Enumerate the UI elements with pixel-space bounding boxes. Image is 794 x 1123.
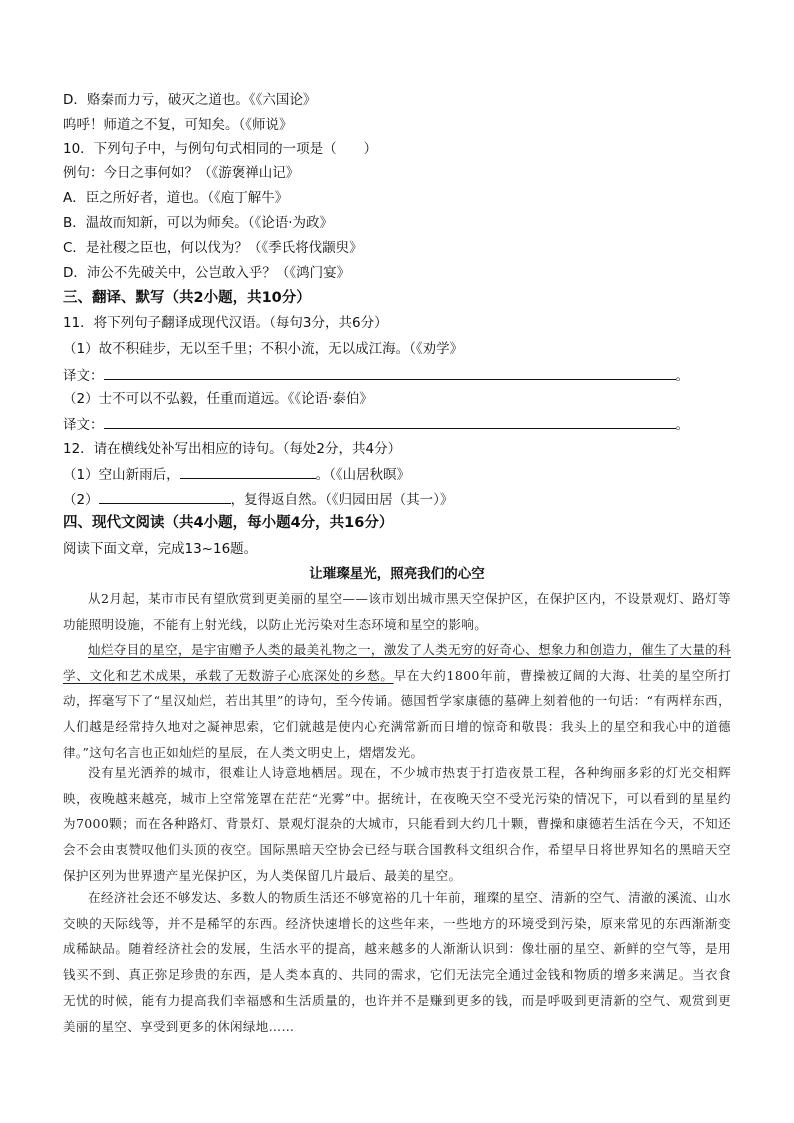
translation-label: 译文：: [63, 368, 104, 384]
poem-blank-2[interactable]: [99, 490, 231, 504]
paragraph-4-text: 在经济社会还不够发达、多数人的物质生活还不够宽裕的几十年前，璀璨的星空、清新的空气、清澈的溪流、山水交映的天际线等，并不是稀罕的东西。经济快速增长的这些年来，一些地方的环境受到污染，原来常见的东西渐渐变成稀缺品。随着经济社会的发展，生活水平的提高，越来越多的人渐渐认识到：像壮丽的星空、新鲜的空气等，是用钱买不到、真正弥足珍贵的东西，是人类本真的、共同的需求，它们无法完全通过金钱和物质的增多来满足。当衣食无忧的时候，能有力提高我们幸福感和生活质量的，也许并不是赚到更多的钱，而是呼吸到更清新的空气、观赏到更美丽的星空、享受到更多的休闲绿地……: [63, 890, 731, 1034]
period: 。: [675, 368, 689, 384]
article-title: 让璀璨星光，照亮我们的心空: [309, 566, 485, 582]
article-paragraph-4: [63, 885, 731, 1039]
q11-item-1: （1）故不积硅步，无以至千里；不积小流，无以成江海。（《劝学》: [63, 341, 464, 357]
paragraph-3-text: 没有星光洒养的城市，很难让人诗意地栖居。现在，不少城市热衷于打造夜景工程，各种绚丽多彩的灯光交相辉映，夜晚越来越亮，城市上空常笼罩在茫茫“光雾”中。据统计，在夜晚天空不受光污染的情况下，可以看到的星星约为7000颗；而在各种路灯、背景灯、景观灯混杂的大城市，只能看到大约几十颗，曹操和康德若生活在今天，不知还会不会由衷赞叹他们头顶的夜空。国际黑暗天空协会已经与联合国教科文组织合作，希望早日将世界知名的黑暗天空保护区列为世界遗产星光保护区，为人类保留几片最后、最美的星空。: [63, 765, 731, 883]
q12-1-prefix: （1）空山新雨后，: [63, 467, 180, 483]
q12-stem: 12．请在横线处补写出相应的诗句。（每处2分，共4分）: [63, 441, 402, 457]
paragraph-2-text: 早在大约1800年前，曹操被辽阔的大海、壮美的星空所打动，挥毫写下了“星汉灿烂，若出其里”的诗句，至今传诵。德国哲学家康德的墓碑上刻着他的一句话：“有两样东西，人们越是经常持久地对之凝神思索，它们就越是使内心充满常新而日增的惊奇和敬畏：我头上的星空和我心中的道德律。”这句名言也正如灿烂的星辰，在人类文明史上，熠熠发光。: [63, 667, 731, 760]
section3-heading: 三、翻译、默写（共2小题，共10分）: [63, 290, 311, 306]
q12-item-1: [63, 465, 410, 484]
q10-option-b: B．温故而知新，可以为师矣。（《论语·为政》: [63, 215, 334, 231]
section4-heading: 四、现代文阅读（共4小题，每小题4分，共16分）: [63, 515, 394, 531]
q11-stem: 11．将下列句子翻译成现代汉语。（每句3分，共6分）: [63, 315, 388, 331]
article-paragraph-3: [63, 760, 731, 889]
poem-blank-1[interactable]: [180, 465, 316, 479]
article-paragraph-2: [63, 637, 731, 766]
paragraph-2-underlined-sentence: 灿烂夺目的星空，是宇宙赠予人类的最美礼物之一，激发了人类无穷的好奇心、想象力和创造力，催生了大量的科学、文化和艺术成果，承载了无数游子心底深处的乡愁。: [63, 642, 731, 683]
q10-option-a: A．臣之所好者，道也。（《庖丁解牛》: [63, 190, 289, 206]
reading-instruction: 阅读下面文章，完成13~16题。: [63, 541, 258, 557]
translation-label: 译文：: [63, 417, 104, 433]
q9-extra-line: 呜呼！师道之不复，可知矣。（《师说》: [63, 117, 293, 133]
q11-answer-2: [63, 415, 689, 434]
translation-blank-2[interactable]: [104, 415, 676, 429]
period: 。: [675, 417, 689, 433]
q11-item-2: （2）士不可以不弘毅，任重而道远。《《论语·泰伯》: [63, 391, 373, 407]
q10-stem: 10．下列句子中，与例句句式相同的一项是（ ）: [63, 141, 378, 157]
q10-example: 例句：今日之事何如？（《游褒禅山记》: [63, 165, 300, 181]
q11-answer-1: [63, 366, 689, 385]
paragraph-1-text: 从2月起，某市市民有望欣赏到更美丽的星空——该市划出城市黑天空保护区，在保护区内，不设景观灯、路灯等功能照明设施，不能有上射光线，以防止光污染对生态环境和星空的影响。: [63, 591, 731, 632]
q12-2-suffix: ，复得返自然。（《归园田居（其一）》: [230, 492, 454, 508]
q10-option-c: C．是社稷之臣也，何以伐为？（《季氏将伐颛臾》: [63, 240, 363, 256]
q10-option-d: D．沛公不先破关中，公岂敢入乎？（《鸿门宴》: [63, 265, 351, 281]
translation-blank-1[interactable]: [104, 366, 676, 380]
q12-item-2: [63, 490, 453, 509]
article-paragraph-1: [63, 586, 731, 637]
q9-option-d: D．赂秦而力亏，破灭之道也。《《六国论》: [63, 92, 317, 108]
q12-2-prefix: （2）: [63, 492, 99, 508]
q12-1-suffix: 。（《山居秋暝》: [315, 467, 411, 483]
